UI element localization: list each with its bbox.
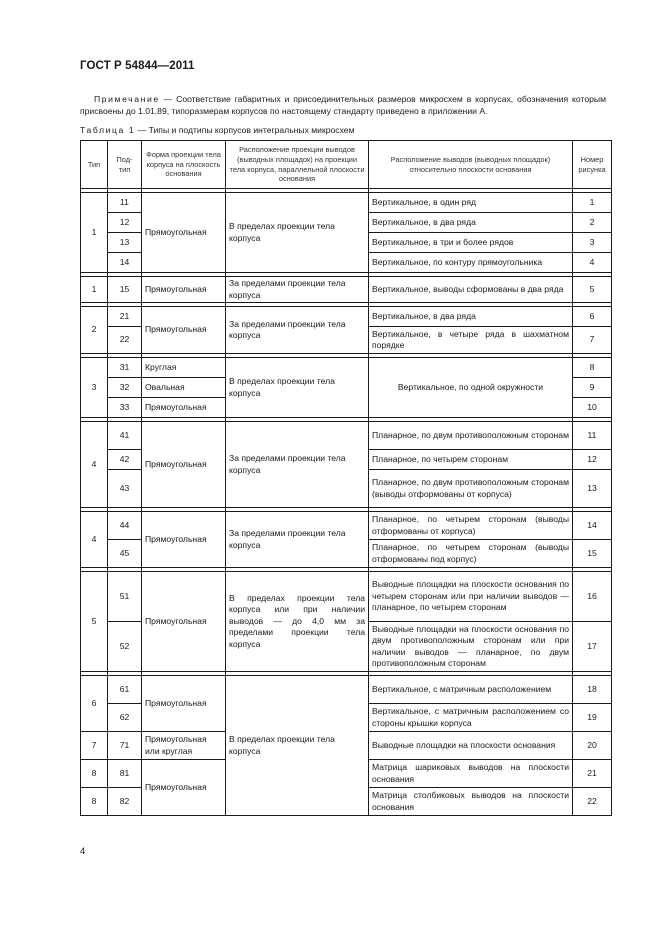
cell-shape: Прямоугольная (142, 193, 226, 273)
cell-leads: Вертикальное, в три и более рядов (369, 233, 573, 253)
cell-figure: 1 (573, 193, 612, 213)
header-leads: Расположение выводов (выводных площадок) относительно плоскости основания (369, 141, 573, 189)
cell-figure: 9 (573, 378, 612, 398)
cell-type: 7 (81, 732, 108, 760)
note-paragraph (80, 93, 606, 117)
standard-title: ГОСТ Р 54844—2011 (80, 60, 195, 72)
cell-projection: За пределами проекции тела корпуса (226, 277, 369, 303)
cell-leads: Матрица столбиковых выводов на плоскости основания (369, 788, 573, 816)
cell-projection: За пределами проекции тела корпуса (226, 512, 369, 568)
cell-leads: Выводные площадки на плоскости основания (369, 732, 573, 760)
cell-leads: Вертикальное, с матричным расположением со стороны крышки корпуса (369, 704, 573, 732)
header-type: Тип (81, 141, 108, 189)
cell-subtype: 82 (108, 788, 142, 816)
cell-leads: Вертикальное, в один ряд (369, 193, 573, 213)
cell-type: 1 (81, 193, 108, 273)
cell-projection: В пределах проекции тела корпуса или при наличии выводов — до 4,0 мм за пределами проекции тела корпуса (226, 572, 369, 672)
cell-figure: 20 (573, 732, 612, 760)
cell-figure: 12 (573, 450, 612, 470)
cell-subtype: 33 (108, 398, 142, 418)
cell-leads: Матрица шариковых выводов на плоскости основания (369, 760, 573, 788)
cell-shape: Прямоугольная или круглая (142, 732, 226, 760)
cell-leads: Вертикальное, по одной окружности (369, 358, 573, 418)
cell-subtype: 61 (108, 676, 142, 704)
header-subtype: Под-тип (108, 141, 142, 189)
cell-subtype: 42 (108, 450, 142, 470)
cell-type: 5 (81, 572, 108, 672)
table-row (81, 422, 612, 450)
cell-type: 3 (81, 358, 108, 418)
cell-shape: Прямоугольная (142, 307, 226, 354)
cell-type: 4 (81, 422, 108, 508)
cell-leads: Планарное, по четырем сторонам (369, 450, 573, 470)
cell-subtype: 62 (108, 704, 142, 732)
cell-subtype: 44 (108, 512, 142, 540)
table-caption-label: Таблица 1 (80, 125, 136, 135)
cell-shape: Прямоугольная (142, 277, 226, 303)
cell-figure: 7 (573, 327, 612, 354)
cell-subtype: 21 (108, 307, 142, 327)
cell-shape: Прямоугольная (142, 398, 226, 418)
cell-figure: 14 (573, 512, 612, 540)
cell-figure: 3 (573, 233, 612, 253)
cell-shape: Прямоугольная (142, 676, 226, 732)
cell-leads: Вертикальное, выводы сформованы в два ряда (369, 277, 573, 303)
package-types-table (80, 140, 612, 816)
cell-type: 4 (81, 512, 108, 568)
table-row (81, 358, 612, 378)
cell-leads: Планарное, по четырем сторонам (выводы отформованы под корпус) (369, 540, 573, 568)
cell-subtype: 13 (108, 233, 142, 253)
cell-figure: 13 (573, 470, 612, 508)
cell-projection: В пределах проекции тела корпуса (226, 676, 369, 816)
cell-shape: Овальная (142, 378, 226, 398)
page-number: 4 (80, 846, 86, 857)
table-header-row (81, 141, 612, 189)
cell-figure: 18 (573, 676, 612, 704)
cell-projection: В пределах проекции тела корпуса (226, 358, 369, 418)
cell-type: 8 (81, 760, 108, 788)
cell-figure: 5 (573, 277, 612, 303)
header-shape: Форма проекции тела корпуса на плоскость основания (142, 141, 226, 189)
cell-projection: За пределами проекции тела корпуса (226, 422, 369, 508)
cell-figure: 21 (573, 760, 612, 788)
table-caption (80, 125, 355, 135)
cell-figure: 10 (573, 398, 612, 418)
header-projection: Расположение проекции выводов (выводных площадок) на проекции тела корпуса, параллельной плоскости основания (226, 141, 369, 189)
cell-figure: 4 (573, 253, 612, 273)
cell-subtype: 45 (108, 540, 142, 568)
cell-projection: За пределами проекции тела корпуса (226, 307, 369, 354)
header-figure: Номер рисунка (573, 141, 612, 189)
cell-leads: Вертикальное, в два ряда (369, 307, 573, 327)
cell-type: 6 (81, 676, 108, 732)
cell-projection: В пределах проекции тела корпуса (226, 193, 369, 273)
cell-leads: Вертикальное, по контуру прямоугольника (369, 253, 573, 273)
cell-leads: Планарное, по двум противоположным сторонам (369, 422, 573, 450)
cell-subtype: 31 (108, 358, 142, 378)
cell-shape: Прямоугольная (142, 572, 226, 672)
cell-figure: 8 (573, 358, 612, 378)
cell-subtype: 14 (108, 253, 142, 273)
table-row (81, 676, 612, 704)
note-label: Примечание (94, 94, 160, 104)
cell-subtype: 71 (108, 732, 142, 760)
cell-subtype: 22 (108, 327, 142, 354)
cell-subtype: 15 (108, 277, 142, 303)
cell-subtype: 12 (108, 213, 142, 233)
table-row (81, 572, 612, 622)
cell-subtype: 51 (108, 572, 142, 622)
cell-figure: 17 (573, 622, 612, 672)
table-caption-text: — Типы и подтипы корпусов интегральных микросхем (135, 125, 355, 135)
cell-subtype: 81 (108, 760, 142, 788)
cell-shape: Круглая (142, 358, 226, 378)
cell-leads: Планарное, по четырем сторонам (выводы отформованы от корпуса) (369, 512, 573, 540)
cell-figure: 16 (573, 572, 612, 622)
cell-type: 1 (81, 277, 108, 303)
cell-leads: Планарное, по двум противоположным сторонам (выводы отформованы от корпуса) (369, 470, 573, 508)
cell-leads: Выводные площадки на плоскости основания по четырем сторонам или при наличии выводов — планарное, по четырем сторонам (369, 572, 573, 622)
cell-subtype: 41 (108, 422, 142, 450)
table-row (81, 193, 612, 213)
cell-leads: Выводные площадки на плоскости основания по двум противоположным сторонам или при наличии выводов — планарное, по двум противоположным сторонам (369, 622, 573, 672)
note-text: — Соответствие габаритных и присоединительных размеров микросхем в корпусах, обозначения которым присвоены до 1.01.89, типоразмерам корпусов по настоящему стандарту приведено в приложении А. (80, 94, 606, 117)
table-row (81, 512, 612, 540)
cell-shape: Прямоугольная (142, 512, 226, 568)
cell-figure: 2 (573, 213, 612, 233)
cell-figure: 19 (573, 704, 612, 732)
cell-shape: Прямоугольная (142, 760, 226, 816)
cell-leads: Вертикальное, в четыре ряда в шахматном порядке (369, 327, 573, 354)
cell-leads: Вертикальное, с матричным расположением (369, 676, 573, 704)
cell-subtype: 32 (108, 378, 142, 398)
cell-type: 2 (81, 307, 108, 354)
cell-leads: Вертикальное, в два ряда (369, 213, 573, 233)
cell-figure: 11 (573, 422, 612, 450)
table-row (81, 277, 612, 303)
cell-figure: 22 (573, 788, 612, 816)
cell-subtype: 43 (108, 470, 142, 508)
cell-subtype: 11 (108, 193, 142, 213)
cell-subtype: 52 (108, 622, 142, 672)
cell-type: 8 (81, 788, 108, 816)
cell-figure: 15 (573, 540, 612, 568)
table-row (81, 307, 612, 327)
cell-figure: 6 (573, 307, 612, 327)
cell-shape: Прямоугольная (142, 422, 226, 508)
